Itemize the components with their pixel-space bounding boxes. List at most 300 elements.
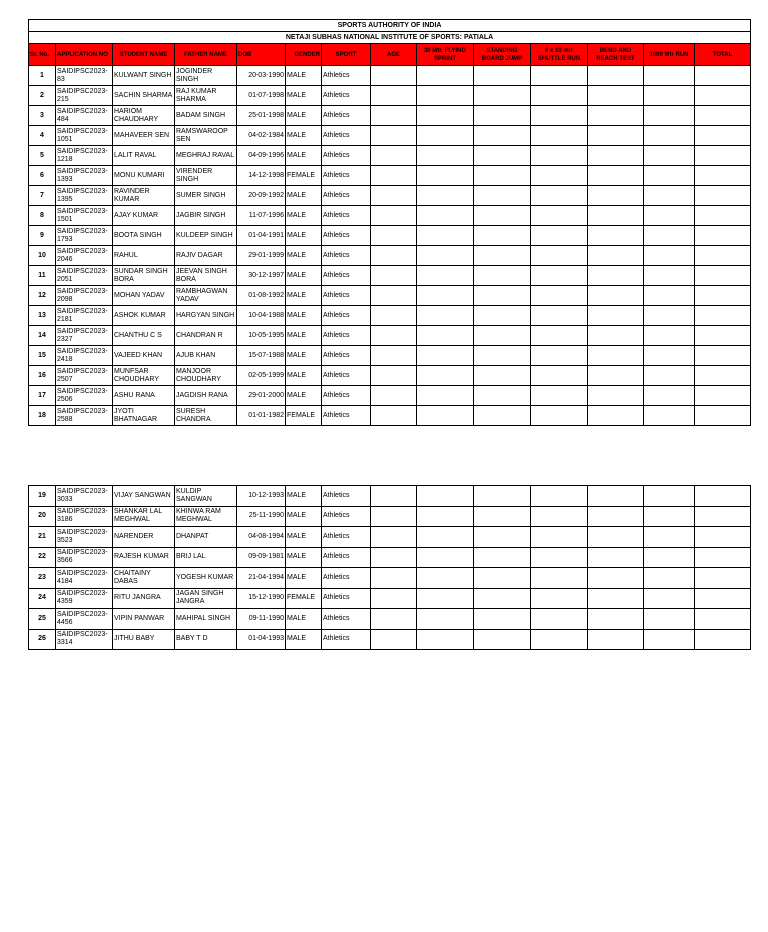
bend-reach-cell [588,66,644,86]
age-cell [371,286,417,306]
student-name-cell: BOOTA SINGH [113,226,175,246]
sport-cell: Athletics [322,226,371,246]
sr-cell: 6 [29,166,56,186]
shuttle-run-cell [531,206,588,226]
father-name-cell: MEGHRAJ RAVAL [175,146,237,166]
bend-reach-cell [588,326,644,346]
dob-cell: 01-07-1998 [237,86,286,106]
age-cell [371,206,417,226]
board-jump-cell [474,226,531,246]
application-no-cell: SAIDIPSC2023-484 [56,106,113,126]
run-1600m-cell [644,568,695,589]
father-name-cell: RAMBHAGWAN YADAV [175,286,237,306]
run-1600m-cell [644,66,695,86]
shuttle-run-cell [531,629,588,650]
header-shuttle-run: 6 x 10 mtr SHUTTLE RUN [531,44,588,66]
board-jump-cell [474,266,531,286]
shuttle-run-cell [531,506,588,527]
total-cell [695,246,751,266]
bend-reach-cell [588,366,644,386]
student-name-cell: RAVINDER KUMAR [113,186,175,206]
age-cell [371,246,417,266]
gender-cell: MALE [286,346,322,366]
gender-cell: MALE [286,506,322,527]
bend-reach-cell [588,306,644,326]
application-no-cell: SAIDIPSC2023-2051 [56,266,113,286]
table-row [29,66,751,86]
student-name-cell: MOHAN YADAV [113,286,175,306]
bend-reach-cell [588,246,644,266]
application-no-cell: SAIDIPSC2023-4456 [56,609,113,630]
run-1600m-cell [644,588,695,609]
dob-cell: 02-05-1999 [237,366,286,386]
age-cell [371,366,417,386]
total-cell [695,126,751,146]
flying-sprint-cell [417,226,474,246]
dob-cell: 15-12-1990 [237,588,286,609]
header-gender: GENDER [286,44,322,66]
results-table-page-1 [28,19,751,426]
student-name-cell: RITU JANGRA [113,588,175,609]
student-name-cell: ASHU RANA [113,386,175,406]
father-name-cell: BADAM SINGH [175,106,237,126]
sr-cell: 7 [29,186,56,206]
table-row [29,406,751,426]
run-1600m-cell [644,246,695,266]
bend-reach-cell [588,166,644,186]
shuttle-run-cell [531,386,588,406]
student-name-cell: VIJAY SANGWAN [113,486,175,507]
father-name-cell: KHINWA RAM MEGHWAL [175,506,237,527]
flying-sprint-cell [417,246,474,266]
total-cell [695,226,751,246]
run-1600m-cell [644,126,695,146]
board-jump-cell [474,366,531,386]
student-name-cell: KULWANT SINGH [113,66,175,86]
total-cell [695,306,751,326]
board-jump-cell [474,547,531,568]
father-name-cell: BRIJ LAL [175,547,237,568]
gender-cell: MALE [286,547,322,568]
run-1600m-cell [644,166,695,186]
age-cell [371,609,417,630]
sport-cell: Athletics [322,609,371,630]
table-row [29,629,751,650]
application-no-cell: SAIDIPSC2023-215 [56,86,113,106]
flying-sprint-cell [417,66,474,86]
gender-cell: MALE [286,568,322,589]
student-name-cell: RAJESH KUMAR [113,547,175,568]
age-cell [371,146,417,166]
bend-reach-cell [588,206,644,226]
sr-cell: 10 [29,246,56,266]
student-name-cell: RAHUL [113,246,175,266]
total-cell [695,486,751,507]
total-cell [695,506,751,527]
father-name-cell: JAGBIR SINGH [175,206,237,226]
flying-sprint-cell [417,366,474,386]
student-name-cell: CHAITAINY DABAS [113,568,175,589]
gender-cell: MALE [286,366,322,386]
application-no-cell: SAIDIPSC2023-2418 [56,346,113,366]
age-cell [371,486,417,507]
gender-cell: MALE [286,226,322,246]
sr-cell: 13 [29,306,56,326]
table-row [29,106,751,126]
gender-cell: MALE [286,66,322,86]
total-cell [695,206,751,226]
total-cell [695,326,751,346]
student-name-cell: CHANTHU C S [113,326,175,346]
age-cell [371,588,417,609]
table-row [29,206,751,226]
run-1600m-cell [644,406,695,426]
board-jump-cell [474,568,531,589]
application-no-cell: SAIDIPSC2023-4359 [56,588,113,609]
age-cell [371,527,417,548]
institute-title: NETAJI SUBHAS NATIONAL INSTITUTE OF SPORTS: PATIALA [29,32,751,44]
run-1600m-cell [644,609,695,630]
dob-cell: 21-04-1994 [237,568,286,589]
flying-sprint-cell [417,326,474,346]
bend-reach-cell [588,386,644,406]
student-name-cell: HARIOM CHAUDHARY [113,106,175,126]
sport-cell: Athletics [322,486,371,507]
flying-sprint-cell [417,166,474,186]
sport-cell: Athletics [322,629,371,650]
run-1600m-cell [644,366,695,386]
header-total: TOTAL [695,44,751,66]
application-no-cell: SAIDIPSC2023-2506 [56,386,113,406]
total-cell [695,547,751,568]
run-1600m-cell [644,629,695,650]
father-name-cell: RAJIV DAGAR [175,246,237,266]
father-name-cell: JEEVAN SINGH BORA [175,266,237,286]
application-no-cell: SAIDIPSC2023-83 [56,66,113,86]
bend-reach-cell [588,266,644,286]
age-cell [371,326,417,346]
flying-sprint-cell [417,506,474,527]
dob-cell: 01-04-1993 [237,629,286,650]
shuttle-run-cell [531,609,588,630]
table-row [29,306,751,326]
total-cell [695,609,751,630]
board-jump-cell [474,66,531,86]
flying-sprint-cell [417,186,474,206]
run-1600m-cell [644,86,695,106]
sport-cell: Athletics [322,506,371,527]
father-name-cell: SURESH CHANDRA [175,406,237,426]
board-jump-cell [474,346,531,366]
total-cell [695,568,751,589]
sport-cell: Athletics [322,386,371,406]
header-row [29,44,751,66]
shuttle-run-cell [531,527,588,548]
age-cell [371,126,417,146]
application-no-cell: SAIDIPSC2023-1051 [56,126,113,146]
sport-cell: Athletics [322,547,371,568]
table-row [29,568,751,589]
run-1600m-cell [644,106,695,126]
student-name-cell: AJAY KUMAR [113,206,175,226]
student-name-cell: SACHIN SHARMA [113,86,175,106]
board-jump-cell [474,506,531,527]
gender-cell: MALE [286,246,322,266]
application-no-cell: SAIDIPSC2023-1393 [56,166,113,186]
bend-reach-cell [588,286,644,306]
student-name-cell: VIPIN PANWAR [113,609,175,630]
board-jump-cell [474,306,531,326]
gender-cell: FEMALE [286,406,322,426]
sport-cell: Athletics [322,346,371,366]
results-table-page-2 [28,485,751,650]
application-no-cell: SAIDIPSC2023-1218 [56,146,113,166]
gender-cell: MALE [286,186,322,206]
sport-cell: Athletics [322,266,371,286]
table-row [29,266,751,286]
age-cell [371,506,417,527]
table-row [29,326,751,346]
flying-sprint-cell [417,146,474,166]
shuttle-run-cell [531,286,588,306]
bend-reach-cell [588,506,644,527]
father-name-cell: JAGAN SINGH JANGRA [175,588,237,609]
age-cell [371,547,417,568]
bend-reach-cell [588,588,644,609]
dob-cell: 25-11-1990 [237,506,286,527]
sr-cell: 17 [29,386,56,406]
father-name-cell: MAHIPAL SINGH [175,609,237,630]
bend-reach-cell [588,406,644,426]
student-name-cell: SUNDAR SINGH BORA [113,266,175,286]
sr-cell: 9 [29,226,56,246]
flying-sprint-cell [417,386,474,406]
father-name-cell: KULDEEP SINGH [175,226,237,246]
run-1600m-cell [644,206,695,226]
gender-cell: MALE [286,286,322,306]
table-row [29,486,751,507]
student-name-cell: MONU KUMARI [113,166,175,186]
dob-cell: 10-12-1993 [237,486,286,507]
shuttle-run-cell [531,547,588,568]
table-row [29,186,751,206]
board-jump-cell [474,186,531,206]
application-no-cell: SAIDIPSC2023-3314 [56,629,113,650]
father-name-cell: JAGDISH RANA [175,386,237,406]
total-cell [695,86,751,106]
father-name-cell: YOGESH KUMAR [175,568,237,589]
dob-cell: 04-02-1984 [237,126,286,146]
flying-sprint-cell [417,266,474,286]
total-cell [695,346,751,366]
bend-reach-cell [588,226,644,246]
shuttle-run-cell [531,366,588,386]
father-name-cell: RAMSWAROOP SEN [175,126,237,146]
flying-sprint-cell [417,86,474,106]
sr-cell: 5 [29,146,56,166]
org-title: SPORTS AUTHORITY OF INDIA [29,20,751,32]
sr-cell: 25 [29,609,56,630]
bend-reach-cell [588,146,644,166]
age-cell [371,568,417,589]
shuttle-run-cell [531,306,588,326]
sport-cell: Athletics [322,86,371,106]
flying-sprint-cell [417,206,474,226]
father-name-cell: AJUB KHAN [175,346,237,366]
table-row [29,346,751,366]
shuttle-run-cell [531,226,588,246]
application-no-cell: SAIDIPSC2023-2327 [56,326,113,346]
age-cell [371,106,417,126]
gender-cell: FEMALE [286,588,322,609]
run-1600m-cell [644,286,695,306]
total-cell [695,629,751,650]
flying-sprint-cell [417,588,474,609]
sport-cell: Athletics [322,66,371,86]
bend-reach-cell [588,568,644,589]
bend-reach-cell [588,106,644,126]
flying-sprint-cell [417,306,474,326]
run-1600m-cell [644,326,695,346]
father-name-cell: DHANPAT [175,527,237,548]
father-name-cell: SUMER SINGH [175,186,237,206]
board-jump-cell [474,146,531,166]
table-row [29,527,751,548]
shuttle-run-cell [531,166,588,186]
total-cell [695,386,751,406]
run-1600m-cell [644,226,695,246]
table-row [29,166,751,186]
board-jump-cell [474,629,531,650]
sr-cell: 22 [29,547,56,568]
sport-cell: Athletics [322,588,371,609]
dob-cell: 25-01-1998 [237,106,286,126]
header-board-jump: STANDING BOARD JUMP [474,44,531,66]
application-no-cell: SAIDIPSC2023-2181 [56,306,113,326]
sr-cell: 21 [29,527,56,548]
table-row [29,609,751,630]
sport-cell: Athletics [322,406,371,426]
dob-cell: 11-07-1996 [237,206,286,226]
run-1600m-cell [644,346,695,366]
sr-cell: 18 [29,406,56,426]
father-name-cell: CHANDRAN R [175,326,237,346]
dob-cell: 30-12-1997 [237,266,286,286]
board-jump-cell [474,126,531,146]
shuttle-run-cell [531,126,588,146]
gender-cell: MALE [286,146,322,166]
board-jump-cell [474,386,531,406]
sr-cell: 16 [29,366,56,386]
gender-cell: MALE [286,86,322,106]
dob-cell: 09-09-1981 [237,547,286,568]
shuttle-run-cell [531,246,588,266]
board-jump-cell [474,86,531,106]
run-1600m-cell [644,486,695,507]
sr-cell: 23 [29,568,56,589]
dob-cell: 01-01-1982 [237,406,286,426]
header-student: STUDENT NAME [113,44,175,66]
application-no-cell: SAIDIPSC2023-4184 [56,568,113,589]
board-jump-cell [474,206,531,226]
board-jump-cell [474,486,531,507]
board-jump-cell [474,609,531,630]
application-no-cell: SAIDIPSC2023-3523 [56,527,113,548]
board-jump-cell [474,406,531,426]
sport-cell: Athletics [322,166,371,186]
student-name-cell: JITHU BABY [113,629,175,650]
age-cell [371,166,417,186]
board-jump-cell [474,326,531,346]
bend-reach-cell [588,609,644,630]
application-no-cell: SAIDIPSC2023-3186 [56,506,113,527]
age-cell [371,226,417,246]
application-no-cell: SAIDIPSC2023-3566 [56,547,113,568]
dob-cell: 15-07-1988 [237,346,286,366]
table-row [29,126,751,146]
age-cell [371,306,417,326]
run-1600m-cell [644,527,695,548]
student-name-cell: SHANKAR LAL MEGHWAL [113,506,175,527]
bend-reach-cell [588,629,644,650]
shuttle-run-cell [531,106,588,126]
header-sport: SPORT [322,44,371,66]
board-jump-cell [474,106,531,126]
dob-cell: 14-12-1998 [237,166,286,186]
dob-cell: 01-04-1991 [237,226,286,246]
sr-cell: 12 [29,286,56,306]
board-jump-cell [474,166,531,186]
gender-cell: MALE [286,629,322,650]
age-cell [371,346,417,366]
flying-sprint-cell [417,346,474,366]
sr-cell: 1 [29,66,56,86]
run-1600m-cell [644,506,695,527]
board-jump-cell [474,286,531,306]
table-row [29,146,751,166]
sr-cell: 2 [29,86,56,106]
bend-reach-cell [588,527,644,548]
shuttle-run-cell [531,86,588,106]
shuttle-run-cell [531,588,588,609]
gender-cell: MALE [286,126,322,146]
dob-cell: 10-04-1988 [237,306,286,326]
sr-cell: 3 [29,106,56,126]
dob-cell: 29-01-1999 [237,246,286,266]
total-cell [695,406,751,426]
gender-cell: MALE [286,306,322,326]
table-row [29,226,751,246]
student-name-cell: JYOTI BHATNAGAR [113,406,175,426]
header-age: AGE [371,44,417,66]
flying-sprint-cell [417,609,474,630]
sport-cell: Athletics [322,126,371,146]
sport-cell: Athletics [322,366,371,386]
flying-sprint-cell [417,126,474,146]
board-jump-cell [474,246,531,266]
age-cell [371,386,417,406]
bend-reach-cell [588,486,644,507]
gender-cell: MALE [286,206,322,226]
table-row [29,588,751,609]
flying-sprint-cell [417,568,474,589]
board-jump-cell [474,527,531,548]
total-cell [695,366,751,386]
father-name-cell: KULDIP SANGWAN [175,486,237,507]
run-1600m-cell [644,306,695,326]
table-row [29,547,751,568]
header-father: FATHER NAME [175,44,237,66]
